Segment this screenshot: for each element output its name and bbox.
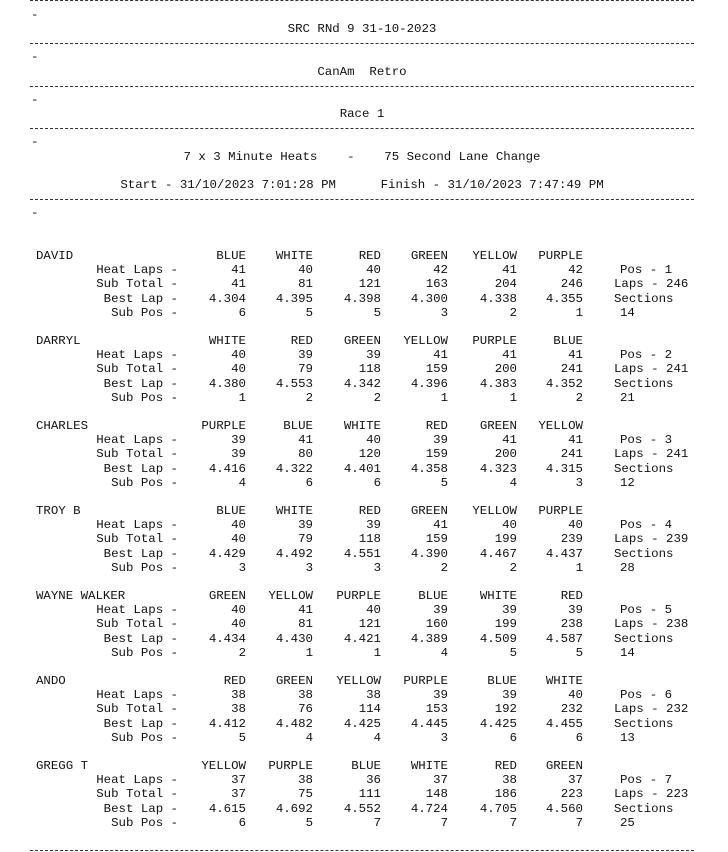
sub-total-value: 120 <box>358 447 381 462</box>
sub-total-value: 118 <box>358 362 381 377</box>
driver-name: GREGG T <box>36 759 89 773</box>
lane-color-label: BLUE <box>216 504 246 518</box>
sections-label: Sections <box>614 716 674 731</box>
sub-pos-value: 3 <box>575 475 583 490</box>
heat-laps-value: 37 <box>568 773 583 788</box>
sub-total-value: 241 <box>560 447 583 462</box>
best-lap-label: Best Lap - <box>103 716 178 731</box>
heat-laps-value: 38 <box>366 688 381 703</box>
best-lap-value: 4.322 <box>275 461 313 476</box>
sub-total-value: 200 <box>494 362 517 377</box>
total-laps: Laps - 239 <box>614 532 689 547</box>
heat-laps-label: Heat Laps - <box>96 518 178 533</box>
heat-laps-label: Heat Laps - <box>96 348 178 363</box>
best-lap-value: 4.509 <box>479 631 517 646</box>
heat-laps-value: 38 <box>231 688 246 703</box>
heat-laps-value: 39 <box>298 348 313 363</box>
sub-pos-value: 7 <box>575 815 583 830</box>
lane-color-label: BLUE <box>283 419 313 433</box>
sub-pos-value: 2 <box>509 560 517 575</box>
best-lap-value: 4.615 <box>208 801 246 816</box>
sub-pos-value: 3 <box>440 730 448 745</box>
sections-label: Sections <box>614 631 674 646</box>
sub-total-value: 79 <box>298 532 313 547</box>
sub-pos-value: 6 <box>373 475 381 490</box>
best-lap-value: 4.401 <box>343 461 381 476</box>
best-lap-value: 4.398 <box>343 291 381 306</box>
lane-color-label: GREEN <box>479 419 517 433</box>
divider-rule <box>30 43 694 44</box>
best-lap-value: 4.430 <box>275 631 313 646</box>
heat-laps-value: 41 <box>433 518 448 533</box>
sections-value: 25 <box>620 815 635 830</box>
sub-pos-value: 1 <box>305 645 313 660</box>
sections-value: 14 <box>620 305 635 320</box>
sub-total-value: 40 <box>231 532 246 547</box>
sub-pos-value: 6 <box>509 730 517 745</box>
lane-color-label: RED <box>425 419 448 433</box>
lane-color-label: PURPLE <box>201 419 246 433</box>
divider-rule <box>30 128 694 129</box>
best-lap-label: Best Lap - <box>103 801 178 816</box>
sub-total-label: Sub Total - <box>96 362 178 377</box>
driver-name: CHARLES <box>36 419 89 433</box>
sections-label: Sections <box>614 801 674 816</box>
heat-laps-value: 40 <box>366 603 381 618</box>
sub-pos-value: 2 <box>238 645 246 660</box>
best-lap-value: 4.437 <box>545 546 583 561</box>
lane-color-label: BLUE <box>487 674 517 688</box>
heat-laps-value: 40 <box>231 603 246 618</box>
sub-pos-value: 4 <box>238 475 246 490</box>
heat-laps-value: 39 <box>433 433 448 448</box>
sub-pos-value: 5 <box>305 815 313 830</box>
best-lap-value: 4.587 <box>545 631 583 646</box>
heat-laps-value: 38 <box>298 773 313 788</box>
best-lap-value: 4.342 <box>343 376 381 391</box>
sub-pos-value: 5 <box>373 305 381 320</box>
sub-total-label: Sub Total - <box>96 617 178 632</box>
sub-pos-value: 7 <box>509 815 517 830</box>
race-title: Race 1 <box>339 107 385 121</box>
heat-laps-value: 42 <box>568 263 583 278</box>
sub-total-value: 39 <box>231 447 246 462</box>
final-position: Pos - 2 <box>620 348 673 363</box>
sub-pos-value: 7 <box>440 815 448 830</box>
lane-color-label: YELLOW <box>403 334 448 348</box>
sections-value: 14 <box>620 645 635 660</box>
sub-pos-label: Sub Pos - <box>111 815 178 830</box>
best-lap-value: 4.551 <box>343 546 381 561</box>
sub-pos-value: 5 <box>509 645 517 660</box>
sub-total-value: 81 <box>298 277 313 292</box>
lane-color-label: RED <box>358 249 381 263</box>
heat-laps-value: 41 <box>231 263 246 278</box>
lane-color-label: WHITE <box>343 419 381 433</box>
lane-color-label: PURPLE <box>403 674 448 688</box>
lane-color-label: GREEN <box>208 589 246 603</box>
sub-pos-value: 5 <box>238 730 246 745</box>
sections-label: Sections <box>614 291 674 306</box>
best-lap-value: 4.358 <box>410 461 448 476</box>
sub-pos-value: 1 <box>373 645 381 660</box>
sections-label: Sections <box>614 546 674 561</box>
heat-laps-value: 40 <box>366 263 381 278</box>
best-lap-value: 4.390 <box>410 546 448 561</box>
lane-color-label: RED <box>358 504 381 518</box>
sub-total-value: 121 <box>358 617 381 632</box>
best-lap-value: 4.395 <box>275 291 313 306</box>
sub-pos-value: 3 <box>305 560 313 575</box>
lane-color-label: YELLOW <box>472 249 517 263</box>
sub-pos-label: Sub Pos - <box>111 475 178 490</box>
report-title: SRC RNd 9 31-10-2023 <box>287 22 437 36</box>
best-lap-value: 4.323 <box>479 461 517 476</box>
best-lap-value: 4.434 <box>208 631 246 646</box>
sub-total-value: 121 <box>358 277 381 292</box>
best-lap-label: Best Lap - <box>103 546 178 561</box>
sub-total-value: 148 <box>425 787 448 802</box>
divider-rule <box>30 86 694 87</box>
heat-laps-value: 41 <box>568 433 583 448</box>
best-lap-value: 4.300 <box>410 291 448 306</box>
heat-laps-label: Heat Laps - <box>96 433 178 448</box>
best-lap-value: 4.467 <box>479 546 517 561</box>
dash-mark: - <box>31 8 39 22</box>
heat-laps-value: 41 <box>502 433 517 448</box>
lane-color-label: BLUE <box>418 589 448 603</box>
sub-pos-value: 6 <box>238 815 246 830</box>
best-lap-value: 4.455 <box>545 716 583 731</box>
lane-color-label: RED <box>560 589 583 603</box>
sub-total-value: 81 <box>298 617 313 632</box>
best-lap-value: 4.705 <box>479 801 517 816</box>
lane-color-label: YELLOW <box>336 674 381 688</box>
sub-pos-value: 1 <box>440 390 448 405</box>
sub-total-value: 232 <box>560 702 583 717</box>
lane-color-label: PURPLE <box>538 504 583 518</box>
sub-pos-label: Sub Pos - <box>111 560 178 575</box>
sub-pos-label: Sub Pos - <box>111 645 178 660</box>
sub-total-value: 192 <box>494 702 517 717</box>
sub-total-value: 239 <box>560 532 583 547</box>
sub-total-value: 37 <box>231 787 246 802</box>
best-lap-value: 4.383 <box>479 376 517 391</box>
sub-pos-value: 5 <box>575 645 583 660</box>
heat-laps-value: 40 <box>568 688 583 703</box>
class-title: CanAm Retro <box>317 65 407 79</box>
total-laps: Laps - 238 <box>614 617 689 632</box>
final-position: Pos - 6 <box>620 688 673 703</box>
sub-total-value: 118 <box>358 532 381 547</box>
heat-laps-value: 41 <box>502 263 517 278</box>
sub-pos-value: 7 <box>373 815 381 830</box>
sub-pos-value: 3 <box>440 305 448 320</box>
best-lap-value: 4.560 <box>545 801 583 816</box>
heat-laps-value: 37 <box>231 773 246 788</box>
heat-laps-value: 38 <box>298 688 313 703</box>
final-position: Pos - 1 <box>620 263 673 278</box>
heat-laps-value: 40 <box>366 433 381 448</box>
best-lap-value: 4.380 <box>208 376 246 391</box>
lane-color-label: GREEN <box>410 249 448 263</box>
lane-color-label: BLUE <box>351 759 381 773</box>
sub-pos-value: 3 <box>373 560 381 575</box>
heat-laps-value: 38 <box>502 773 517 788</box>
best-lap-value: 4.425 <box>343 716 381 731</box>
lane-color-label: YELLOW <box>201 759 246 773</box>
lane-color-label: GREEN <box>545 759 583 773</box>
sub-total-value: 223 <box>560 787 583 802</box>
sub-pos-value: 4 <box>440 645 448 660</box>
dash-mark: - <box>31 50 39 64</box>
sub-pos-value: 3 <box>238 560 246 575</box>
heat-laps-value: 39 <box>568 603 583 618</box>
lane-color-label: WHITE <box>208 334 246 348</box>
heat-laps-value: 39 <box>433 688 448 703</box>
sub-pos-value: 1 <box>238 390 246 405</box>
divider-rule <box>30 199 694 200</box>
sub-total-label: Sub Total - <box>96 447 178 462</box>
lane-color-label: PURPLE <box>268 759 313 773</box>
sub-total-value: 38 <box>231 702 246 717</box>
sub-total-value: 75 <box>298 787 313 802</box>
sub-total-value: 41 <box>231 277 246 292</box>
best-lap-value: 4.315 <box>545 461 583 476</box>
sub-total-label: Sub Total - <box>96 532 178 547</box>
lane-color-label: GREEN <box>343 334 381 348</box>
sub-total-value: 153 <box>425 702 448 717</box>
sections-value: 28 <box>620 560 635 575</box>
dash-mark: - <box>31 135 39 149</box>
best-lap-label: Best Lap - <box>103 631 178 646</box>
driver-name: TROY B <box>36 504 81 518</box>
driver-name: WAYNE WALKER <box>36 589 126 603</box>
race-times: Start - 31/10/2023 7:01:28 PM Finish - 31/10/2023 7:47:49 PM <box>120 178 604 192</box>
sub-total-value: 199 <box>494 532 517 547</box>
sub-pos-value: 5 <box>305 305 313 320</box>
total-laps: Laps - 232 <box>614 702 689 717</box>
sub-pos-label: Sub Pos - <box>111 730 178 745</box>
heat-laps-label: Heat Laps - <box>96 603 178 618</box>
dash-mark: - <box>31 206 39 220</box>
lane-color-label: GREEN <box>410 504 448 518</box>
total-laps: Laps - 241 <box>614 447 689 462</box>
best-lap-label: Best Lap - <box>103 291 178 306</box>
sub-total-value: 159 <box>425 447 448 462</box>
sub-total-value: 80 <box>298 447 313 462</box>
best-lap-value: 4.482 <box>275 716 313 731</box>
sub-total-label: Sub Total - <box>96 277 178 292</box>
heat-laps-label: Heat Laps - <box>96 263 178 278</box>
sub-total-value: 204 <box>494 277 517 292</box>
total-laps: Laps - 223 <box>614 787 689 802</box>
sub-pos-label: Sub Pos - <box>111 305 178 320</box>
best-lap-value: 4.352 <box>545 376 583 391</box>
heat-laps-value: 40 <box>502 518 517 533</box>
lane-color-label: RED <box>494 759 517 773</box>
lane-color-label: YELLOW <box>538 419 583 433</box>
driver-name: DARRYL <box>36 334 81 348</box>
heat-laps-value: 39 <box>502 688 517 703</box>
total-laps: Laps - 246 <box>614 277 689 292</box>
heat-laps-value: 39 <box>366 348 381 363</box>
heat-laps-value: 40 <box>231 518 246 533</box>
best-lap-value: 4.304 <box>208 291 246 306</box>
sub-pos-value: 4 <box>509 475 517 490</box>
best-lap-value: 4.396 <box>410 376 448 391</box>
heat-laps-value: 41 <box>298 433 313 448</box>
heat-laps-value: 42 <box>433 263 448 278</box>
sub-total-value: 40 <box>231 362 246 377</box>
final-position: Pos - 5 <box>620 603 673 618</box>
driver-name: ANDO <box>36 674 66 688</box>
heat-laps-value: 36 <box>366 773 381 788</box>
total-laps: Laps - 241 <box>614 362 689 377</box>
sections-label: Sections <box>614 376 674 391</box>
final-position: Pos - 7 <box>620 773 673 788</box>
final-position: Pos - 4 <box>620 518 673 533</box>
sub-pos-value: 1 <box>575 560 583 575</box>
heat-laps-label: Heat Laps - <box>96 688 178 703</box>
sections-value: 13 <box>620 730 635 745</box>
sub-total-value: 246 <box>560 277 583 292</box>
best-lap-value: 4.724 <box>410 801 448 816</box>
sections-value: 12 <box>620 475 635 490</box>
final-position: Pos - 3 <box>620 433 673 448</box>
heat-laps-value: 39 <box>502 603 517 618</box>
lane-color-label: WHITE <box>410 759 448 773</box>
sub-pos-value: 6 <box>238 305 246 320</box>
sub-total-value: 40 <box>231 617 246 632</box>
dash-mark: - <box>31 93 39 107</box>
best-lap-value: 4.389 <box>410 631 448 646</box>
heat-laps-value: 40 <box>231 348 246 363</box>
lane-color-label: PURPLE <box>336 589 381 603</box>
sub-total-value: 241 <box>560 362 583 377</box>
sub-pos-value: 4 <box>305 730 313 745</box>
sub-pos-value: 1 <box>575 305 583 320</box>
best-lap-value: 4.553 <box>275 376 313 391</box>
lane-color-label: WHITE <box>275 504 313 518</box>
sub-total-value: 76 <box>298 702 313 717</box>
sub-total-value: 160 <box>425 617 448 632</box>
sub-total-value: 159 <box>425 532 448 547</box>
heat-laps-value: 39 <box>298 518 313 533</box>
lane-color-label: YELLOW <box>268 589 313 603</box>
sub-total-value: 114 <box>358 702 381 717</box>
sub-total-value: 79 <box>298 362 313 377</box>
sub-pos-value: 2 <box>440 560 448 575</box>
sub-pos-value: 2 <box>305 390 313 405</box>
lane-color-label: PURPLE <box>538 249 583 263</box>
sub-total-value: 186 <box>494 787 517 802</box>
sub-pos-value: 2 <box>509 305 517 320</box>
sub-pos-value: 4 <box>373 730 381 745</box>
sub-total-value: 111 <box>358 787 381 802</box>
heat-laps-value: 39 <box>366 518 381 533</box>
best-lap-value: 4.492 <box>275 546 313 561</box>
sub-pos-label: Sub Pos - <box>111 390 178 405</box>
best-lap-value: 4.421 <box>343 631 381 646</box>
driver-name: DAVID <box>36 249 74 263</box>
best-lap-value: 4.445 <box>410 716 448 731</box>
lane-color-label: BLUE <box>216 249 246 263</box>
heat-laps-value: 39 <box>231 433 246 448</box>
sub-total-value: 199 <box>494 617 517 632</box>
best-lap-value: 4.429 <box>208 546 246 561</box>
heat-laps-value: 41 <box>433 348 448 363</box>
heat-laps-value: 41 <box>568 348 583 363</box>
best-lap-value: 4.692 <box>275 801 313 816</box>
sub-pos-value: 2 <box>575 390 583 405</box>
heat-laps-label: Heat Laps - <box>96 773 178 788</box>
sub-total-label: Sub Total - <box>96 787 178 802</box>
lane-color-label: WHITE <box>275 249 313 263</box>
divider-rule <box>30 850 694 851</box>
divider-rule <box>30 0 694 1</box>
sections-value: 21 <box>620 390 635 405</box>
lane-color-label: BLUE <box>553 334 583 348</box>
sub-total-value: 200 <box>494 447 517 462</box>
sub-pos-value: 1 <box>509 390 517 405</box>
heat-laps-value: 39 <box>433 603 448 618</box>
sub-pos-value: 6 <box>575 730 583 745</box>
heat-format: 7 x 3 Minute Heats - 75 Second Lane Change <box>183 150 541 164</box>
best-lap-label: Best Lap - <box>103 461 178 476</box>
lane-color-label: WHITE <box>545 674 583 688</box>
sub-pos-value: 5 <box>440 475 448 490</box>
heat-laps-value: 37 <box>433 773 448 788</box>
sub-total-value: 163 <box>425 277 448 292</box>
sub-total-label: Sub Total - <box>96 702 178 717</box>
lane-color-label: YELLOW <box>472 504 517 518</box>
sub-total-value: 159 <box>425 362 448 377</box>
heat-laps-value: 40 <box>298 263 313 278</box>
lane-color-label: RED <box>290 334 313 348</box>
sub-pos-value: 6 <box>305 475 313 490</box>
best-lap-value: 4.338 <box>479 291 517 306</box>
best-lap-value: 4.416 <box>208 461 246 476</box>
heat-laps-value: 41 <box>298 603 313 618</box>
lane-color-label: RED <box>223 674 246 688</box>
lane-color-label: GREEN <box>275 674 313 688</box>
best-lap-value: 4.412 <box>208 716 246 731</box>
sections-label: Sections <box>614 461 674 476</box>
sub-total-value: 238 <box>560 617 583 632</box>
best-lap-value: 4.552 <box>343 801 381 816</box>
lane-color-label: WHITE <box>479 589 517 603</box>
lane-color-label: PURPLE <box>472 334 517 348</box>
heat-laps-value: 40 <box>568 518 583 533</box>
sub-pos-value: 2 <box>373 390 381 405</box>
best-lap-value: 4.425 <box>479 716 517 731</box>
best-lap-label: Best Lap - <box>103 376 178 391</box>
best-lap-value: 4.355 <box>545 291 583 306</box>
heat-laps-value: 41 <box>502 348 517 363</box>
